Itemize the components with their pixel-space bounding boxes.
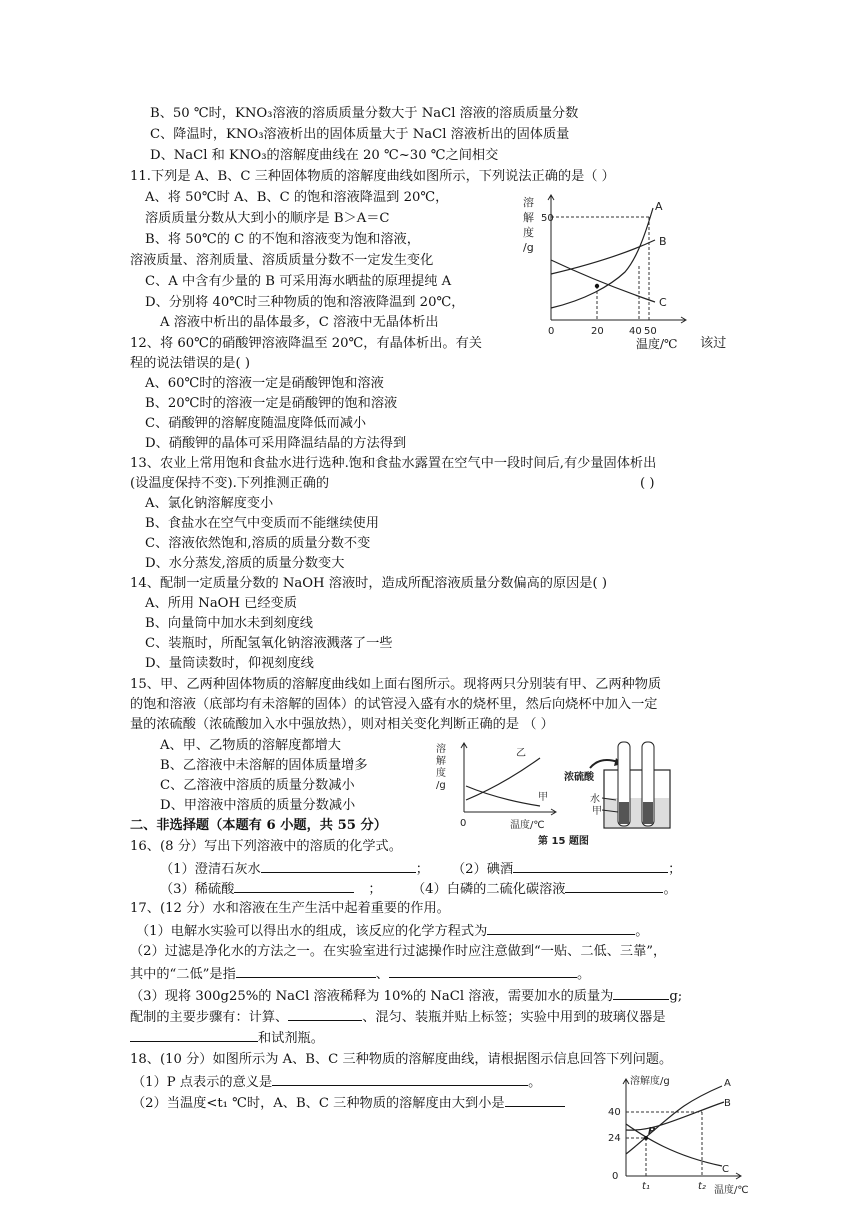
q18-part-1 bbox=[132, 1071, 541, 1093]
q11-curve-label-c: C bbox=[659, 296, 667, 309]
q17-part-3-text: （3）现将 300g25%的 NaCl 溶液稀释为 10%的 NaCl 溶液，需要加水的质量为 bbox=[130, 989, 614, 1004]
q18-curve-label-b: B bbox=[724, 1098, 731, 1109]
q17-part-2-line1: （2）过滤是净化水的方法之一。在实验室进行过滤操作时应注意做到“一贴、二低、三靠”， bbox=[130, 944, 667, 959]
q16-item-3-label: （3）稀硫酸 bbox=[160, 882, 235, 897]
q13-option-b: B、食盐水在空气中变质而不能继续使用 bbox=[145, 516, 379, 531]
q16-item-4-label: （4）白磷的二硫化碳溶液 bbox=[412, 882, 566, 897]
q18-y-tick-40: 40 bbox=[608, 1107, 621, 1118]
q11-option-c: C、A 中含有少量的 B 可采用海水晒盐的原理提纯 A bbox=[145, 274, 452, 289]
q11-curve-a bbox=[551, 208, 653, 308]
q18-curve-a bbox=[626, 1086, 722, 1154]
q11-intersection-point bbox=[595, 284, 599, 288]
q17-part-2-line2 bbox=[130, 963, 590, 985]
q16-item-2 bbox=[452, 858, 681, 880]
q15-stem-line2: 的饱和溶液（底部均有未溶解的固体）的试管浸入盛有水的烧杯里，然后向烧杯中加入一定 bbox=[130, 697, 658, 712]
q18-curve-label-c: C bbox=[722, 1164, 729, 1175]
q11-x-tick-40: 40 bbox=[629, 326, 642, 337]
q16-blank-2[interactable] bbox=[513, 858, 668, 873]
q13-answer-paren: ( ) bbox=[640, 476, 655, 491]
q11-x-tick-50: 50 bbox=[644, 326, 657, 337]
q14-option-d: D、量筒读数时，仰视刻度线 bbox=[145, 656, 314, 671]
q15-ylabel-2: 解 bbox=[436, 756, 446, 767]
q18-stem: 18、(10 分）如图所示为 A、B、C 三种物质的溶解度曲线，请根据图示信息回答下列问题。 bbox=[130, 1052, 673, 1067]
q18-point-label: P bbox=[648, 1126, 656, 1137]
q17-blank-water-mass[interactable] bbox=[613, 985, 669, 1000]
q18-y-tick-0: 0 bbox=[612, 1171, 619, 1182]
q12-option-b: B、20℃时的溶液一定是硝酸钾的饱和溶液 bbox=[145, 396, 398, 411]
q12-option-a: A、60℃时的溶液一定是硝酸钾饱和溶液 bbox=[145, 376, 384, 391]
label-acid: 浓硫酸 bbox=[564, 772, 594, 783]
q17-part-2-dun: 、 bbox=[375, 967, 389, 982]
q18-curve-c bbox=[626, 1124, 722, 1166]
q15-option-d: D、甲溶液中溶质的质量分数减小 bbox=[160, 798, 356, 813]
q10-option-b: B、50 ℃时，KNO₃溶液的溶质质量分数大于 NaCl 溶液的溶质质量分数 bbox=[150, 106, 579, 121]
q17-part-1-text: （1）电解水实验可以得出水的组成，该反应的化学方程式为 bbox=[136, 924, 488, 939]
q12-stem-line2: 程的说法错误的是( ) bbox=[130, 356, 250, 371]
q16-stem: 16、(8 分）写出下列溶液中的溶质的化学式。 bbox=[130, 839, 402, 854]
q17-part-3-end: 和试剂瓶。 bbox=[258, 1031, 324, 1046]
q14-option-c: C、装瓶时，所配氢氧化钠溶液溅落了一些 bbox=[145, 636, 393, 651]
q18-part-2 bbox=[132, 1092, 565, 1114]
q18-ylabel: 溶解度/g bbox=[630, 1076, 670, 1087]
q11-x-tick-20: 20 bbox=[591, 326, 604, 337]
q16-item-1-label: （1）澄清石灰水 bbox=[160, 862, 261, 877]
q16-item-2-semi: ； bbox=[668, 862, 682, 877]
q17-part-3-line3 bbox=[130, 1027, 324, 1049]
q15-curve-jia bbox=[466, 786, 540, 806]
q11-xlabel: 温度/℃ bbox=[636, 337, 678, 351]
acid-pour-arrow bbox=[590, 760, 618, 768]
q16-item-4-end: 。 bbox=[663, 882, 677, 897]
q17-part-3-glassware: 、混匀、装瓶并贴上标签；实验中用到的玻璃仪器是 bbox=[362, 1010, 666, 1025]
q11-stem: 11.下列是 A、B、C 三种固体物质的溶解度曲线如图所示，下列说法正确的是（ ） bbox=[130, 169, 615, 184]
q11-option-b-line1: B、将 50℃的 C 的不饱和溶液变为饱和溶液， bbox=[145, 232, 420, 247]
q11-solubility-chart bbox=[515, 190, 715, 350]
q18-blank-order[interactable] bbox=[505, 1092, 565, 1107]
q12-option-d: D、硝酸钾的晶体可采用降温结晶的方法得到 bbox=[145, 436, 407, 451]
q15-curve-yi bbox=[466, 758, 540, 800]
q17-part-3-unit: g; bbox=[669, 989, 683, 1004]
q11-curve-label-b: B bbox=[659, 235, 667, 248]
q11-option-d-line1: D、分别将 40℃时三种物质的饱和溶液降温到 20℃， bbox=[145, 295, 465, 310]
q13-stem-line1: 13、农业上常用饱和食盐水进行选种.饱和食盐水露置在空气中一段时间后,有少量固体析出 bbox=[130, 456, 657, 471]
q15-stem-line1: 15、甲、乙两种固体物质的溶解度曲线如上面右图所示。现将两只分别装有甲、乙两种物质 bbox=[130, 677, 662, 692]
q15-label-jia: 甲 bbox=[538, 792, 548, 803]
q17-blank-equation[interactable] bbox=[487, 920, 635, 935]
q12-stem-tail: 该过 bbox=[700, 336, 727, 351]
q14-option-b: B、向量筒中加水未到刻度线 bbox=[145, 616, 313, 631]
q18-xlabel: 温度/℃ bbox=[714, 1185, 749, 1196]
q16-item-2-label: （2）碘酒 bbox=[452, 862, 514, 877]
q16-item-3-semi: ； bbox=[368, 882, 382, 897]
q16-item-3 bbox=[160, 878, 382, 900]
q17-part-1-end: 。 bbox=[635, 924, 649, 939]
q17-blank-glassware[interactable] bbox=[130, 1027, 258, 1042]
q12-option-c: C、硝酸钾的溶解度随温度降低而减小 bbox=[145, 416, 367, 431]
q18-part-2-text: （2）当温度<t₁ ℃时，A、B、C 三种物质的溶解度由大到小是 bbox=[132, 1096, 505, 1111]
q17-part-3-line2 bbox=[130, 1006, 666, 1028]
q15-option-b: B、乙溶液中未溶解的固体质量增多 bbox=[160, 758, 368, 773]
label-tube-jia: 甲 bbox=[592, 806, 602, 817]
q17-blank-two-low-1[interactable] bbox=[236, 963, 376, 978]
q15-stem-line3: 量的浓硫酸（浓硫酸加入水中强放热），则对相关变化判断正确的是 （ ） bbox=[130, 717, 554, 732]
q16-item-1 bbox=[160, 858, 429, 880]
q17-part-2-text: 其中的“二低”是指 bbox=[130, 967, 236, 982]
q11-x-tick-0: 0 bbox=[548, 326, 555, 337]
q18-blank-p-meaning[interactable] bbox=[272, 1071, 528, 1086]
q15-ylabel-1: 溶 bbox=[436, 744, 446, 755]
q18-x-tick-t1: t₁ bbox=[642, 1181, 650, 1192]
q13-option-d: D、水分蒸发,溶质的质量分数变大 bbox=[145, 556, 345, 571]
q18-curve-b bbox=[626, 1102, 724, 1130]
q15-ylabel-3: 度 bbox=[436, 768, 446, 779]
q14-stem: 14、配制一定质量分数的 NaOH 溶液时，造成所配溶液质量分数偏高的原因是( ) bbox=[130, 576, 607, 591]
q15-ylabel-4: /g bbox=[436, 780, 446, 791]
q11-ylabel-3: 度 bbox=[523, 226, 534, 239]
q11-ylabel-1: 溶 bbox=[523, 196, 534, 209]
q16-blank-3[interactable] bbox=[234, 878, 354, 893]
q16-item-4 bbox=[412, 878, 677, 900]
q11-option-d-line2: A 溶液中析出的晶体最多，C 溶液中无晶体析出 bbox=[160, 315, 439, 330]
q11-option-a-line2: 溶质质量分数从大到小的顺序是 B＞A＝C bbox=[145, 211, 390, 226]
q17-part-3-line1 bbox=[130, 985, 682, 1007]
q11-option-b-line2: 溶液质量、溶剂质量、溶质质量分数不一定发生变化 bbox=[130, 253, 434, 268]
q18-curve-label-a: A bbox=[724, 1078, 731, 1089]
q15-xlabel: 温度/℃ bbox=[510, 820, 545, 831]
q17-part-2-end: 。 bbox=[576, 967, 591, 982]
q13-stem-line2: (设温度保持不变).下列推测正确的 bbox=[130, 476, 330, 491]
q18-x-tick-t2: t₂ bbox=[698, 1181, 706, 1192]
q18-part-1-end: 。 bbox=[528, 1075, 542, 1090]
q10-option-d: D、NaCl 和 KNO₃的溶解度曲线在 20 ℃~30 ℃之间相交 bbox=[150, 148, 499, 163]
q10-option-c: C、降温时，KNO₃溶液析出的固体质量大于 NaCl 溶液析出的固体质量 bbox=[150, 127, 570, 142]
q15-option-c: C、乙溶液中溶质的质量分数减小 bbox=[160, 778, 355, 793]
q17-part-3-steps: 配制的主要步骤有：计算、 bbox=[130, 1010, 289, 1025]
q11-curve-label-a: A bbox=[655, 200, 663, 213]
q17-blank-step[interactable] bbox=[288, 1006, 362, 1021]
q11-ylabel-4: /g bbox=[523, 241, 534, 254]
q15-caption: 第 15 题图 bbox=[538, 836, 589, 847]
section2-heading: 二、非选择题（本题有 6 小题，共 55 分） bbox=[130, 818, 387, 833]
label-water: 水 bbox=[590, 794, 600, 805]
q14-option-a: A、所用 NaOH 已经变质 bbox=[145, 596, 297, 611]
q13-option-c: C、溶液依然饱和,溶质的质量分数不变 bbox=[145, 536, 371, 551]
q15-origin: 0 bbox=[460, 818, 467, 829]
q18-y-tick-24: 24 bbox=[608, 1133, 621, 1144]
q13-option-a: A、氯化钠溶解度变小 bbox=[145, 496, 274, 511]
q15-figure bbox=[430, 740, 680, 848]
q16-blank-1[interactable] bbox=[261, 858, 416, 873]
q11-option-a-line1: A、将 50℃时 A、B、C 的饱和溶液降温到 20℃， bbox=[145, 190, 449, 205]
q15-beaker-apparatus bbox=[564, 742, 670, 828]
q17-part-1 bbox=[136, 920, 648, 942]
q16-item-1-semi: ； bbox=[415, 862, 429, 877]
q17-blank-two-low-2[interactable] bbox=[389, 963, 577, 978]
q18-part-1-text: （1）P 点表示的意义是 bbox=[132, 1075, 273, 1090]
q17-stem: 17、(12 分）水和溶液在生产生活中起着重要的作用。 bbox=[130, 901, 450, 916]
q11-y-tick-50: 50 bbox=[541, 213, 554, 224]
q15-option-a: A、甲、乙物质的溶解度都增大 bbox=[160, 738, 341, 753]
q18-solubility-chart bbox=[604, 1072, 764, 1196]
q11-ylabel-2: 解 bbox=[523, 211, 534, 224]
q15-label-yi: 乙 bbox=[516, 748, 526, 759]
q12-stem-line1: 12、将 60℃的硝酸钾溶液降温至 20℃，有晶体析出。有关 bbox=[130, 336, 482, 351]
q16-blank-4[interactable] bbox=[565, 878, 663, 893]
